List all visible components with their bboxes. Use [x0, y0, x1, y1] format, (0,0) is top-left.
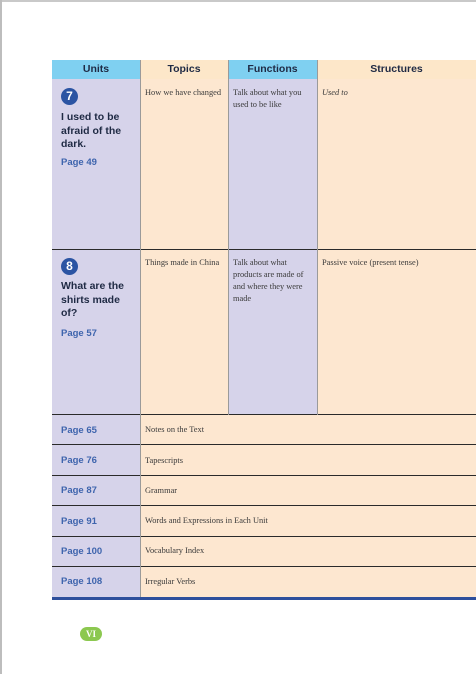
unit-title: What are the shirts made of? [61, 280, 125, 319]
unit-functions: Talk about what you used to be like [233, 88, 302, 109]
column-divider [228, 60, 229, 415]
unit-functions: Talk about what products are made of and where they were made [233, 258, 304, 303]
unit-page-link[interactable]: Page 57 [61, 328, 97, 339]
appendix-label: Grammar [145, 486, 178, 495]
page-edge-top [0, 0, 476, 2]
header-structures: Structures [317, 60, 476, 79]
appendix-label: Vocabulary Index [145, 546, 205, 555]
unit-8-structures-cell [317, 250, 476, 414]
appendix-page-link[interactable]: Page 108 [61, 576, 103, 587]
unit-page-link[interactable]: Page 49 [61, 157, 97, 168]
appendix-label: Notes on the Text [145, 425, 205, 434]
appendix-page-link[interactable]: Page 65 [61, 425, 97, 436]
header-units: Units [52, 60, 140, 79]
page-edge-left [0, 0, 2, 674]
appendix-page-link[interactable]: Page 91 [61, 516, 97, 527]
header-functions: Functions [228, 60, 317, 79]
appendix-page-link[interactable]: Page 87 [61, 485, 97, 496]
appendix-label: Irregular Verbs [145, 577, 196, 586]
unit-7-structures-cell [317, 79, 476, 249]
unit-topics: How we have changed [145, 88, 222, 97]
appendix-page-link[interactable]: Page 100 [61, 546, 103, 557]
unit-structures: Used to [322, 88, 348, 97]
column-divider [317, 60, 318, 415]
unit-8-topics-cell [140, 250, 228, 414]
appendix-page-link[interactable]: Page 76 [61, 455, 97, 466]
unit-structures: Passive voice (present tense) [322, 258, 419, 267]
unit-number-badge: 8 [61, 258, 78, 275]
column-divider [140, 60, 141, 597]
page-number-badge: VI [80, 627, 102, 641]
unit-7-topics-cell [140, 79, 228, 249]
header-topics: Topics [140, 60, 228, 79]
table-bottom-rule [52, 597, 476, 600]
unit-number-badge: 7 [61, 88, 78, 105]
unit-title: I used to be afraid of the dark. [61, 111, 122, 150]
appendix-label: Words and Expressions in Each Unit [145, 516, 268, 525]
appendix-label: Tapescripts [145, 456, 184, 465]
unit-topics: Things made in China [145, 258, 220, 267]
